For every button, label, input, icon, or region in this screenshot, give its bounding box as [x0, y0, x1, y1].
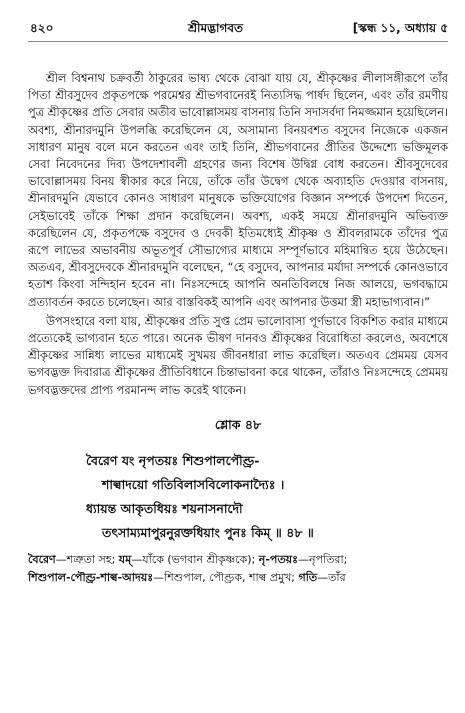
purport-paragraph: শ্রীল বিশ্বনাথ চক্রবর্তী ঠাকুরের ভাষ্য থেকে বোঝা যায় যে, শ্রীকৃষ্ণের লীলাসঙ্গীরূপে তাঁর পিতা শ্রীবসুদেব প্রকৃতপক্ষে পরমেশ্বর শ্রীভগবানেরই নিত্যসিদ্ধ পার্ষদ ছিলেন, এবং তাঁর রমণীয় পুত্র শ্রীকৃষ্ণের প্রতি সেবার অতীব ভাবোল্লাসময় বাসনায় তিনি সদাসর্বদা নিমজ্জমান হয়েছিলেন। অবশ্য, শ্রীনারদমুনি উপলব্ধি করেছিলেন যে, অসামান্য বিনয়বশত বসুদেব নিজেকে একজন সাধারণ মানুষ বলে মনে করতেন এবং তাই তিনি, শ্রীভগবানের প্রীতির উদ্দেশ্যে ভক্তিমূলক সেবা নিবেদনের দিব্য উপদেশাবলী গ্রহণের জন্য বিশেষ উদ্বিগ্ন বোধ করতেন। শ্রীবসুদেবের ভাবোল্লাসময় বিনয় স্বীকার করে নিয়ে, তাঁকে তাঁর উদ্বেগ থেকে অব্যাহতি দেওয়ার বাসনায়, শ্রীনারদমুনি যেভাবে কোনও সাধারণ মানুষকে ভক্তিযোগের বিজ্ঞান সম্পর্কে উপদেশ দিতেন, সেইভাবেই তাঁকে শিক্ষা প্রদান করেছিলেন। অবশ্য, একই সময়ে শ্রীনারদমুনি অভিব্যক্ত করেছিলেন যে, প্রকৃতপক্ষে বসুদেব ও দেবকী ইতিমধ্যেই শ্রীকৃষ্ণ ও শ্রীবলরামকে তাঁদের পুত্র রূপে লাভের অভাবনীয় অভূতপূর্ব সৌভাগ্যের মাধ্যমে সম্পূর্ণভাবে মহিমান্বিত হয়ে উঠেছেন। অতএব, শ্রীবসুদেবকে শ্রীনারদমুনি বলেছেন, “হে বসুদেব, আপনার মর্যাদা সম্পর্কে কোনওভাবে হতাশ কিংবা সন্দিহান হবেন না। নিঃসন্দেহে আপনি অনতিবিলম্বে নিজ আলয়ে, ভগবদ্ধামে প্রত্যাবর্তন করতে চলেছেন। আর বাস্তবিকই আপনি এবং আপনার উত্তমা স্ত্রী মহাভাগ্যবান।” [28, 71, 448, 309]
synonym-meaning: —তাঁর [317, 570, 346, 584]
chapter-reference: [স্কন্ধ ১১, অধ্যায় ৫ [352, 21, 448, 35]
synonym-term: গতি [298, 570, 318, 584]
verse-line: বৈরেণ যং নৃপতয়ঃ শিশুপালপৌণ্ড্র- [86, 452, 260, 468]
synonym-line [28, 569, 448, 587]
synonym-meaning: —শত্রুতা সহ; [55, 552, 116, 566]
synonym-term: বৈরেণ [28, 552, 56, 566]
book-page [28, 20, 448, 587]
synonym-line [28, 551, 448, 569]
synonym-term: যম্ [118, 552, 132, 566]
synonym-term: শিশুপাল-পৌণ্ড্র-শাল্ব-আদয়ঃ [28, 570, 154, 584]
verse-line: শাল্বাদয়ো গতিবিলাসবিলোকনাদ্যৈঃ । [102, 476, 285, 492]
synonym-term: নৃ-পতয়ঃ [258, 552, 298, 566]
page-number: ৪২০ [30, 21, 54, 35]
purport-text [28, 70, 448, 399]
verse-line: তৎসাম্যমাপুরনুরক্তধিয়াং পুনঃ কিম্ ॥ ৪৮ ॥ [102, 524, 314, 540]
sanskrit-verse [28, 449, 448, 545]
purport-paragraph: উপসংহারে বলা যায়, শ্রীকৃষ্ণের প্রতি সুপ্ত প্রেম ভালোবাসা পূর্ণভাবে বিকশিত করার মাধ্যমে প্রত্যেকেই ভাগ্যবান হতে পারে। অনেক ভীষণ দানবও শ্রীকৃষ্ণের বিরোধিতা করলেও, অবশেষে শ্রীকৃষ্ণের সান্নিধ্য লাভের মাধ্যমেই সুখময় জীবনধারা লাভ করেছিল। অতএব প্রেমময় যেসব ভগবদ্ভক্ত দিবারাত্র শ্রীকৃষ্ণের প্রীতিবিধানে চিন্তাভাবনা করে থাকেন, তাঁরাও নিঃসন্দেহে প্রেমময় ভগবদ্ভক্তদের প্রাপ্য পরমানন্দ লাভ করেই থাকেন। [28, 313, 448, 397]
synonym-meaning: —শিশুপাল, পৌণ্ড্রক, শাল্ব প্রমুখ; [153, 570, 296, 584]
book-title: শ্রীমদ্ভাগবত [188, 21, 244, 35]
word-meanings [28, 551, 448, 587]
synonym-meaning: —যাঁকে (ভগবান শ্রীকৃষ্ণকে); [131, 552, 256, 566]
sloka-heading: শ্লোক ৪৮ [214, 416, 262, 432]
page-header [28, 20, 448, 42]
synonym-meaning: —নৃপতিরা; [297, 552, 348, 566]
verse-line: ধ্যায়ন্ত আকৃতধিয়ঃ শয়নাসনাদৌ [86, 500, 243, 516]
